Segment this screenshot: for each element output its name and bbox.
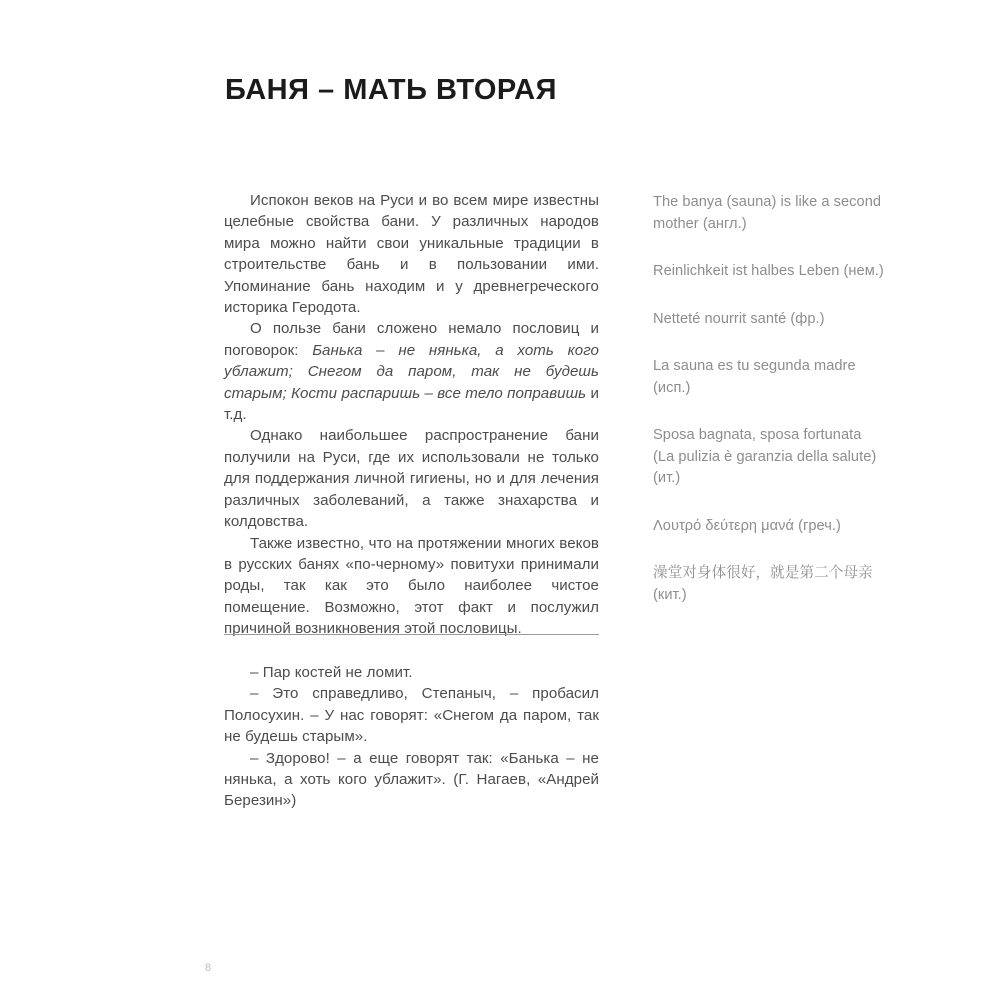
section-divider: [224, 634, 599, 635]
dialogue-excerpt: [224, 662, 599, 812]
proverb-italic-run: Банька – не нянька, а хоть кого ублажит; Снегом да паром, так не будешь старым; Кости распаришь – все тело поправишь: [224, 341, 599, 402]
text-run: и т.д.: [224, 384, 599, 424]
text-run: Однако наибольшее распространение бани получили на Руси, где их использовали не только для поддержания личной гигиены, но и для лечения различных заболеваний, а также знахарства и колдовства.: [224, 427, 599, 531]
page-number: 8: [205, 962, 212, 974]
proverb-translation-item: 澡堂对身体很好，就是第二个母亲 (кит.): [653, 565, 873, 603]
proverb-translation-item: La sauna es tu segunda madre (исп.): [653, 358, 856, 396]
dialogue-line: – Это справедливо, Степаныч, – пробасил Полосухин. – У нас говорят: «Снегом да паром, так не будешь старым».: [224, 685, 599, 746]
proverb-translation-item: Λουτρό δεύτερη μανά (греч.): [653, 517, 841, 534]
text-run: Испокон веков на Руси и во всем мире известны целебные свойства бани. У различных народов мира можно найти свои уникальные традиции в строительстве бань и в пользовании ими. Упоминание бань находим и у древнегреческого историка Геродота.: [224, 192, 599, 317]
body-paragraph-1: [224, 190, 599, 318]
body-paragraph-2: [224, 318, 599, 425]
text-run: О пользе бани сложено немало пословиц и поговорок:: [224, 320, 599, 359]
proverb-translation-item: Netteté nourrit santé (фр.): [653, 310, 825, 327]
body-paragraph-4: [224, 533, 599, 640]
page-title: БАНЯ – МАТЬ ВТОРАЯ: [225, 74, 557, 107]
text-run: Также известно, что на протяжении многих веков в русских банях «по-черному» повитухи принимали роды, так как это было наиболее чистое помещение. Возможно, этот факт и послужил причиной возникновения этой пословицы.: [224, 534, 599, 638]
proverb-translation-item: Reinlichkeit ist halbes Leben (нем.): [653, 263, 884, 279]
dialogue-line: – Пар костей не ломит.: [250, 664, 413, 681]
proverb-translation-item: Sposa bagnata, sposa fortunata (La pulizia è garanzia della salute) (ит.): [653, 427, 877, 486]
main-text-column: [224, 190, 599, 640]
proverb-translation-item: The banya (sauna) is like a second mother (англ.): [653, 194, 882, 232]
body-paragraph-3: [224, 425, 599, 532]
proverb-translations-column: [653, 192, 885, 606]
dialogue-line: – Здорово! – а еще говорят так: «Банька – не нянька, а хоть кого ублажит». (Г. Нагаев, «Андрей Березин»): [224, 749, 599, 810]
